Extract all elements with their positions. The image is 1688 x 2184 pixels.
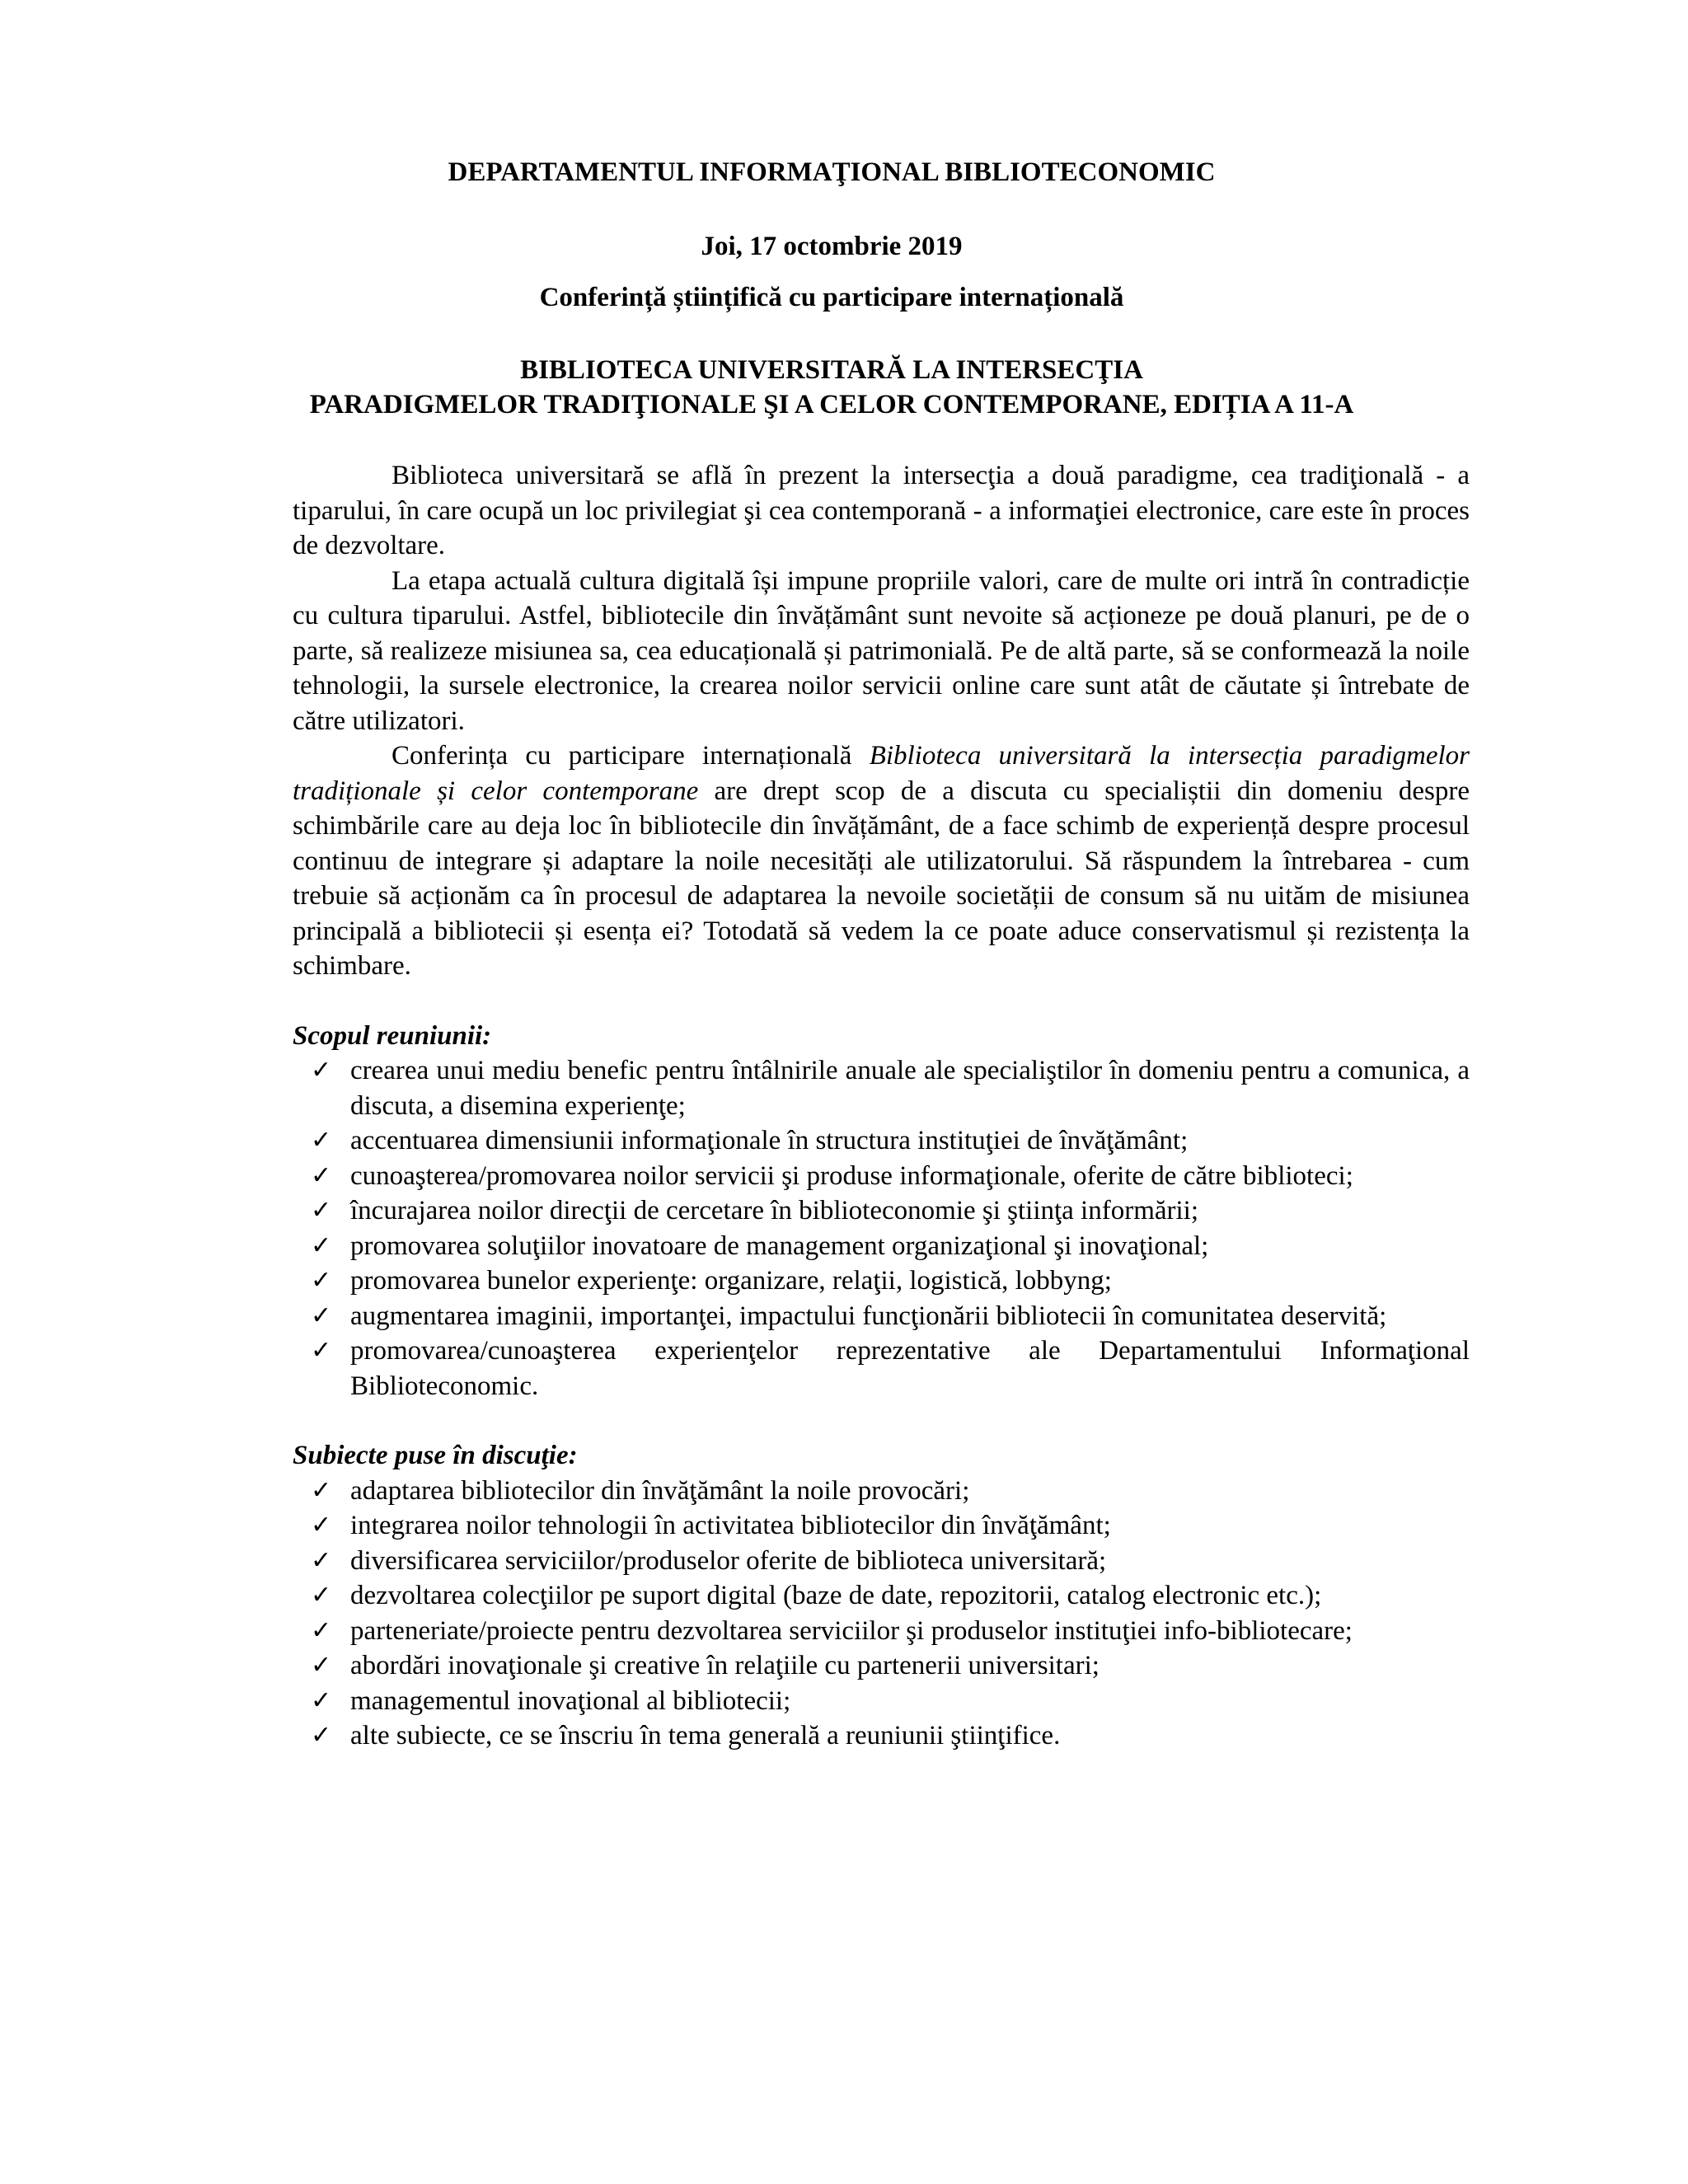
document-body — [293, 458, 1470, 1754]
list-item-text: accentuarea dimensiunii informaţionale în structura instituţiei de învăţământ; — [350, 1126, 1189, 1155]
list-item-text: încurajarea noilor direcţii de cercetare în biblioteconomie şi ştiinţa informării; — [350, 1196, 1199, 1226]
list-item-text: integrarea noilor tehnologii în activitatea bibliotecilor din învăţământ; — [350, 1511, 1111, 1540]
list-item-text: parteneriate/proiecte pentru dezvoltarea serviciilor şi produselor instituţiei info-bibliotecare; — [350, 1615, 1353, 1646]
list-item-text: augmentarea imaginii, importanţei, impactului funcţionării bibliotecii în comunitatea deservită; — [350, 1301, 1387, 1331]
list-item — [293, 1159, 1470, 1194]
list-item — [293, 1614, 1470, 1649]
checkmark-icon: ✓ — [311, 1336, 332, 1365]
list-item — [293, 1544, 1470, 1579]
checkmark-icon: ✓ — [311, 1511, 332, 1540]
department-heading: DEPARTAMENTUL INFORMAŢIONAL BIBLIOTECONOMIC — [448, 157, 1216, 187]
list-item — [293, 1053, 1470, 1123]
list-item — [293, 1474, 1470, 1509]
topics-list — [293, 1474, 1470, 1754]
list-item — [293, 1684, 1470, 1719]
checkmark-icon: ✓ — [311, 1615, 332, 1645]
list-item-text: promovarea soluţiilor inovatoare de management organizaţional şi inovaţional; — [350, 1230, 1209, 1261]
list-item — [293, 1229, 1470, 1264]
checkmark-icon: ✓ — [311, 1230, 332, 1260]
list-item — [293, 1508, 1470, 1544]
list-item-text: diversificarea serviciilor/produselor oferite de biblioteca universitară; — [350, 1545, 1107, 1576]
conference-title-line2: PARADIGMELOR TRADIŢIONALE ŞI A CELOR CONTEMPORANE, EDIȚIA A 11-A — [309, 390, 1354, 419]
checkmark-icon: ✓ — [311, 1196, 332, 1225]
intro-paragraph-1: Biblioteca universitară se află în prezent la intersecţia a două paradigme, cea tradiţională - a tiparului, în care ocupă un loc privilegiat şi cea contemporană - a informaţiei electronice, care este în proces de dezvoltare. — [293, 461, 1470, 560]
topics-heading: Subiecte puse în discuţie: — [293, 1441, 578, 1470]
list-item — [293, 1193, 1470, 1229]
checkmark-icon: ✓ — [311, 1266, 332, 1295]
list-item — [293, 1718, 1470, 1754]
checkmark-icon: ✓ — [311, 1651, 332, 1680]
list-item — [293, 1333, 1470, 1404]
list-item-text: promovarea bunelor experienţe: organizare, relaţii, logistică, lobbyng; — [350, 1266, 1112, 1296]
list-item-text: promovarea/cunoaşterea experienţelor reprezentative ale Departamentului Informaţional Biblioteconomic. — [350, 1336, 1470, 1401]
list-item-text: adaptarea bibliotecilor din învăţământ la noile provocări; — [350, 1475, 970, 1506]
checkmark-icon: ✓ — [311, 1721, 332, 1750]
intro-paragraph-2: La etapa actuală cultura digitală își impune propriile valori, care de multe ori intră în contradicție cu cultura tiparului. Astfel, bibliotecile din învățământ sunt nevoite să acționeze pe două planuri, pe de o parte, să realizeze misiunea sa, cea educațională și patrimonială. Pe de altă parte, să se conformează la noile tehnologii, la sursele electronice, la crearea noilor servicii online care sunt atât de căutate și întrebate de către utilizatori. — [293, 565, 1470, 736]
conference-title-line1: BIBLIOTECA UNIVERSITARĂ LA INTERSECŢIA — [520, 355, 1143, 385]
intro-paragraph-3-start: Conferința cu participare internațională — [392, 741, 852, 771]
list-item — [293, 1578, 1470, 1614]
list-item-text: dezvoltarea colecţiilor pe suport digital (baze de date, repozitorii, catalog electronic etc.); — [350, 1581, 1322, 1610]
checkmark-icon: ✓ — [311, 1126, 332, 1155]
list-item — [293, 1123, 1470, 1159]
conference-title-italic: Biblioteca universitară la intersecția paradigmelor tradiționale și celor contemporane — [293, 741, 1470, 806]
scope-heading: Scopul reuniunii: — [293, 1020, 492, 1051]
checkmark-icon: ✓ — [311, 1475, 332, 1505]
list-item-text: managementul inovaţional al bibliotecii; — [350, 1685, 791, 1716]
event-date: Joi, 17 octombrie 2019 — [701, 232, 963, 261]
checkmark-icon: ✓ — [311, 1301, 332, 1330]
list-item — [293, 1299, 1470, 1334]
scope-list — [293, 1053, 1470, 1404]
list-item-text: alte subiecte, ce se înscriu în tema generală a reuniunii ştiinţifice. — [350, 1721, 1061, 1750]
list-item-text: crearea unui mediu benefic pentru întâlnirile anuale ale specialiştilor în domeniu pentru a comunica, a discuta, a disemina experienţe; — [350, 1056, 1470, 1121]
list-item — [293, 1263, 1470, 1299]
conference-type: Conferință științifică cu participare internațională — [539, 283, 1124, 312]
intro-paragraph-3-end: are drept scop de a discuta cu specialiștii din domeniu despre schimbările care au deja loc în bibliotecile din învățământ, de a face schimb de experiență despre procesul continuu de integrare și adaptare la noile necesități ale utilizatorului. Să răspundem la întrebarea - cum trebuie să acționăm ca în procesul de adaptarea la nevoile societății de consum să nu uităm de misiunea principală a bibliotecii și esența ei? Totodată să vedem la ce poate aduce conservatismul și rezistența la schimbare. — [293, 776, 1470, 981]
checkmark-icon: ✓ — [311, 1160, 332, 1190]
checkmark-icon: ✓ — [311, 1581, 332, 1610]
checkmark-icon: ✓ — [311, 1056, 332, 1085]
checkmark-icon: ✓ — [311, 1685, 332, 1715]
intro-paragraph-3 — [293, 738, 1470, 984]
list-item-text: abordări inovaţionale şi creative în relaţiile cu partenerii universitari; — [350, 1651, 1100, 1680]
list-item-text: cunoaşterea/promovarea noilor servicii şi produse informaţionale, oferite de către biblioteci; — [350, 1160, 1353, 1191]
list-item — [293, 1648, 1470, 1684]
checkmark-icon: ✓ — [311, 1545, 332, 1575]
